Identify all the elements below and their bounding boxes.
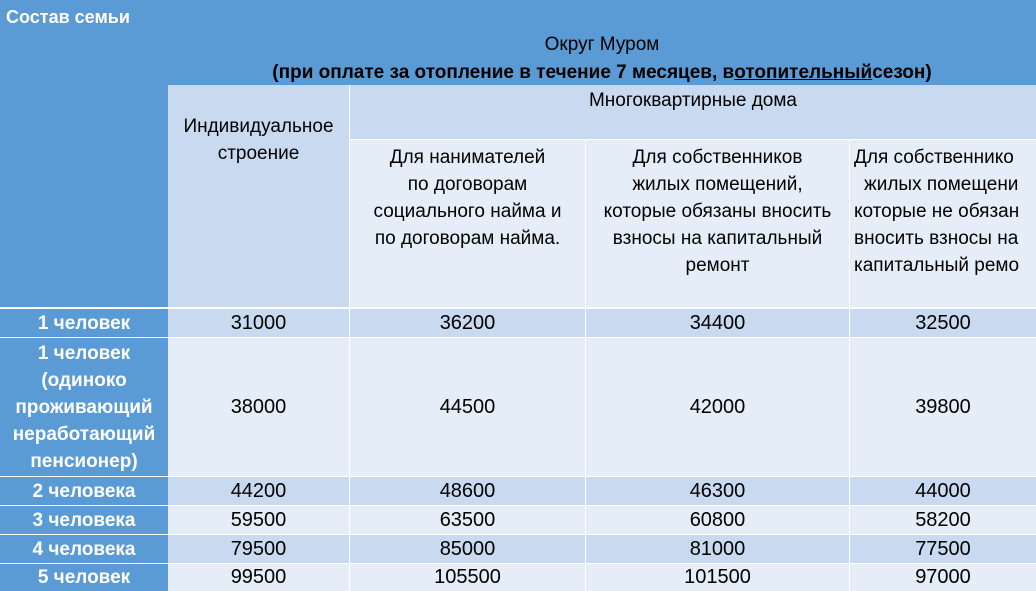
table-cell: 79500 — [168, 535, 349, 563]
table-row-family: 1 человек — [0, 309, 168, 337]
table-cell: 44200 — [168, 477, 349, 505]
table-row-family: 1 человек (одиноко проживающий неработающий пенсионер) — [0, 338, 168, 476]
apartments-header: Многоквартирные дома — [350, 85, 1036, 139]
table-cell: 81000 — [586, 535, 849, 563]
table-cell: 105500 — [350, 564, 585, 591]
table-cell: 97000 — [850, 564, 1036, 591]
table-cell: 46300 — [586, 477, 849, 505]
table-cell: 32500 — [850, 309, 1036, 337]
table-cell: 34400 — [586, 309, 849, 337]
table-row-family: 4 человека — [0, 535, 168, 563]
family-header — [0, 0, 168, 307]
table-cell: 60800 — [586, 506, 849, 534]
family-header-label: Состав семьи — [6, 7, 130, 27]
table-cell: 85000 — [350, 535, 585, 563]
table-cell: 99500 — [168, 564, 349, 591]
table-cell: 36200 — [350, 309, 585, 337]
table-cell: 31000 — [168, 309, 349, 337]
table-cell: 44500 — [350, 338, 585, 476]
table-cell: 77500 — [850, 535, 1036, 563]
owners-nopay-header: Для собственнико жилых помещени которые не обязан вносить взносы на капитальный ремо — [850, 140, 1036, 307]
district-subtitle: (при оплате за отопление в течение 7 месяцев, в отопительный сезон) — [272, 61, 932, 83]
owners-pay-header: Для собственников жилых помещений, которые обязаны вносить взносы на капитальный ремонт — [586, 140, 849, 307]
table-cell: 42000 — [586, 338, 849, 476]
table-cell: 58200 — [850, 506, 1036, 534]
table-row-family: 5 человек — [0, 564, 168, 591]
table-cell: 48600 — [350, 477, 585, 505]
table-cell: 44000 — [850, 477, 1036, 505]
table-cell: 59500 — [168, 506, 349, 534]
table-cell: 38000 — [168, 338, 349, 476]
table-cell: 63500 — [350, 506, 585, 534]
tenants-header: Для нанимателей по договорам социального найма и по договорам найма. — [350, 140, 585, 307]
table-row-family: 3 человека — [0, 506, 168, 534]
individual-header: Индивидуальное строение — [168, 85, 349, 307]
table-cell: 39800 — [850, 338, 1036, 476]
district-title: Округ Муром — [544, 33, 660, 55]
table-cell: 101500 — [586, 564, 849, 591]
table-row-family: 2 человека — [0, 477, 168, 505]
